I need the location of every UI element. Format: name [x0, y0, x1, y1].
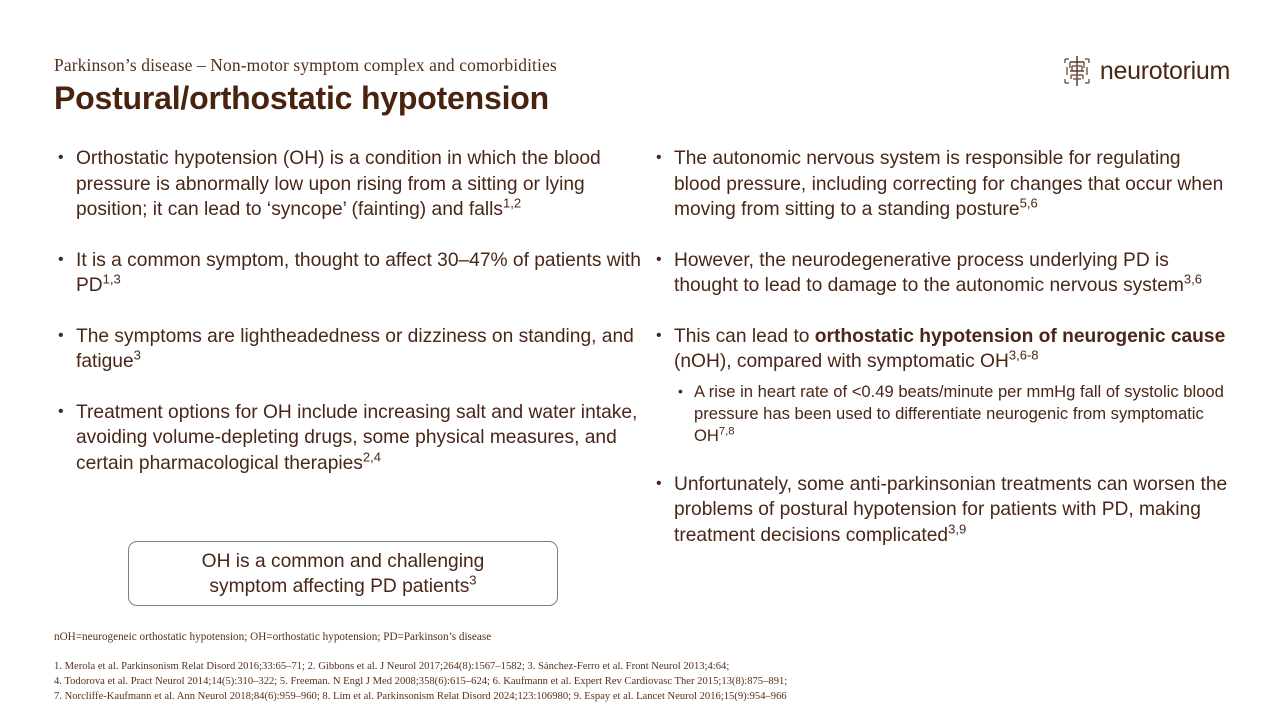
right-bullet-list: [652, 146, 1232, 548]
references-list: [54, 659, 1234, 704]
breadcrumb: Parkinson’s disease – Non-motor symptom complex and comorbidities: [54, 55, 557, 75]
brand-name: neurotorium: [1099, 56, 1230, 85]
list-item: • It is a common symptom, thought to affect 30–47% of patients with PD$^{1,3}$: [54, 248, 642, 299]
reference-line: 1. Merola et al. Parkinsonism Relat Disord 2016;33:65–71; 2. Gibbons et al. J Neurol 2017;264(8):1567–1582; 3. Sánchez-Ferro et al. Front Neurol 2013;4:64;: [54, 661, 730, 672]
list-item: • The autonomic nervous system is responsible for regulating blood pressure, including correcting for changes that occur when moving from sitting to a standing posture$^{5,6}$: [652, 146, 1232, 223]
right-sub-bullet-list: [674, 381, 1232, 447]
callout-text: OH is a common and challenging symptom affecting PD patients$^3$: [201, 550, 485, 597]
sub-list-item: • A rise in heart rate of <0.49 beats/minute per mmHg fall of systolic blood pressure has been used to differentiate neurogenic from symptomatic OH$^{7,8}$: [674, 381, 1232, 447]
list-item: [652, 324, 1232, 447]
abbreviations-note: nOH=neurogeneic orthostatic hypotension; OH=orthostatic hypotension; PD=Parkinson’s disease: [54, 631, 492, 643]
list-item: • Unfortunately, some anti-parkinsonian treatments can worsen the problems of postural hypotension for patients with PD, making treatment decisions complicated$^{3,9}$: [652, 472, 1232, 549]
left-content-column: [54, 146, 642, 476]
reference-line: 7. Norcliffe-Kaufmann et al. Ann Neurol 2018;84(6):959–960; 8. Lim et al. Parkinsonism Relat Disord 2024;123:106980; 9. Espay et al. Lancet Neurol 2016;15(9):954–966: [54, 691, 787, 702]
reference-line: 4. Todorova et al. Pract Neurol 2014;14(5):310–322; 5. Freeman. N Engl J Med 2008;358(6):615–624; 6. Kaufmann et al. Expert Rev Cardiovasc Ther 2015;13(8):875–891;: [54, 676, 788, 687]
page-title: Postural/orthostatic hypotension: [54, 80, 549, 116]
neurotorium-grid-mark-icon: [1061, 55, 1093, 87]
key-message-callout: [128, 541, 558, 606]
list-item: • However, the neurodegenerative process underlying PD is thought to lead to damage to the autonomic nervous system$^{3,6}$: [652, 248, 1232, 299]
list-item: • The symptoms are lightheadedness or dizziness on standing, and fatigue$^3$: [54, 324, 642, 375]
list-item: • Orthostatic hypotension (OH) is a condition in which the blood pressure is abnormally low upon rising from a sitting or lying position; it can lead to ‘syncope’ (fainting) and falls$^{1,2}$: [54, 146, 642, 223]
left-bullet-list: [54, 146, 642, 476]
list-item: • Treatment options for OH include increasing salt and water intake, avoiding volume-depleting drugs, some physical measures, and certain pharmacological therapies$^{2,4}$: [54, 400, 642, 477]
brand-logo: [1061, 52, 1230, 90]
slide-header: [54, 54, 1226, 122]
right-content-column: [652, 146, 1232, 548]
list-item-text: This can lead to orthostatic hypotension of neurogenic cause (nOH), compared with symptomatic OH$^{3,6-8}$: [674, 325, 1226, 372]
